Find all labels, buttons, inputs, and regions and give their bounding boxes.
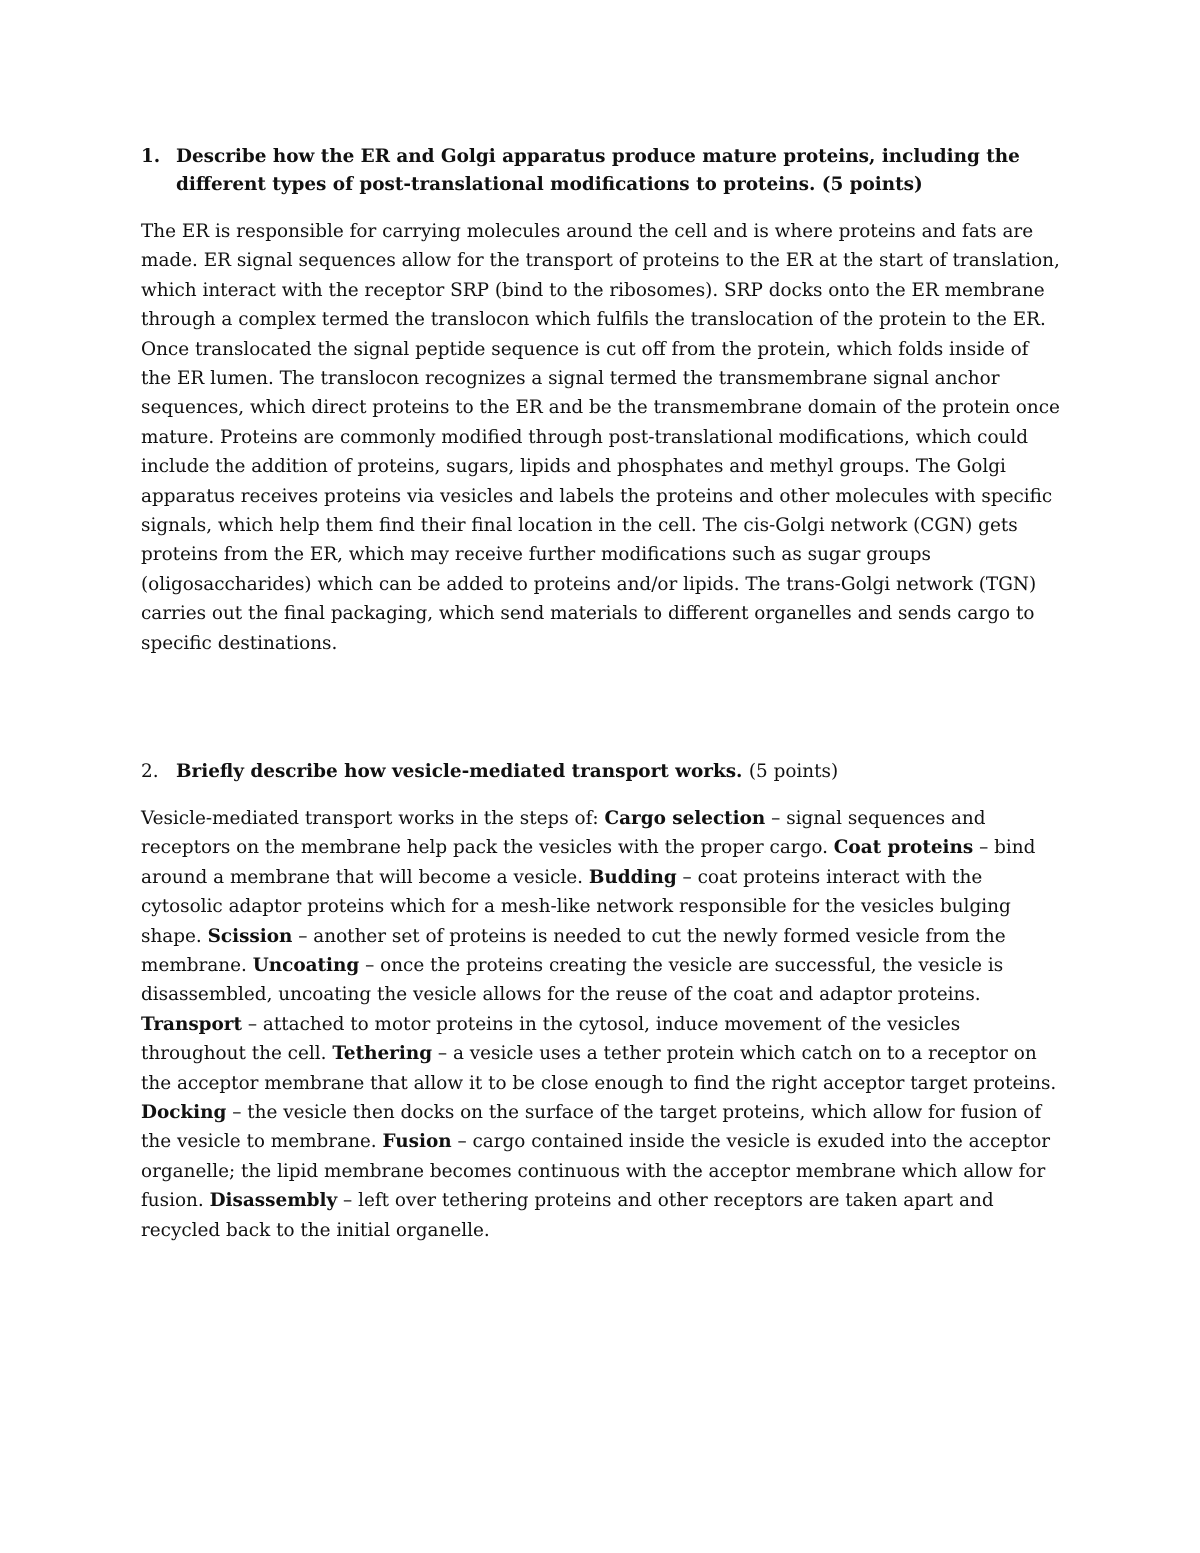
step-text: – bind around a membrane that will become a vesicle. bbox=[141, 837, 1036, 888]
step-term: Disassembly bbox=[209, 1190, 338, 1212]
question-1 bbox=[141, 143, 1061, 658]
question-1-prompt-wrap bbox=[176, 143, 1061, 199]
step-text: – cargo contained inside the vesicle is exuded into the acceptor organelle; the lipid membrane becomes continuous with the acceptor membrane which allow for fusion. bbox=[141, 1131, 1051, 1212]
step-text: – coat proteins interact with the cytosolic adaptor proteins which for a mesh-like network responsible for the vesicles bulging shape. bbox=[141, 866, 1011, 947]
step-term: Coat proteins bbox=[833, 837, 974, 859]
question-1-heading bbox=[141, 143, 1061, 199]
question-1-prompt: Describe how the ER and Golgi apparatus produce mature proteins, including the different types of post-translational modifications to proteins. bbox=[176, 146, 1020, 195]
step-term: Cargo selection bbox=[604, 808, 766, 829]
question-1-answer: The ER is responsible for carrying molecules around the cell and is where proteins and fats are made. ER signal sequences allow for the transport of proteins to the ER at the start of translation, which interact with the receptor SRP (bind to the ribosomes). SRP docks onto the ER membrane through a complex termed the translocon which fulfils the translocation of the protein to the ER. Once translocated the signal peptide sequence is cut off from the protein, which folds inside of the ER lumen. The translocon recognizes a signal termed the transmembrane signal anchor sequences, which direct proteins to the ER and be the transmembrane domain of the protein once mature. Proteins are commonly modified through post-translational modifications, which could include the addition of proteins, sugars, lipids and phosphates and methyl groups. The Golgi apparatus receives proteins via vesicles and labels the proteins and other molecules with specific signals, which help them find their final location in the cell. The cis-Golgi network (CGN) gets proteins from the ER, which may receive further modifications such as sugar groups (oligosaccharides) which can be added to proteins and/or lipids. The trans-Golgi network (TGN) carries out the final packaging, which send materials to different organelles and sends cargo to specific destinations. bbox=[141, 221, 1060, 654]
step-term: Transport bbox=[141, 1013, 242, 1035]
step-term: Docking bbox=[141, 1102, 227, 1124]
step-term: Fusion bbox=[382, 1131, 452, 1153]
step-text: – signal sequences and receptors on the membrane help pack the vesicles with the proper cargo. bbox=[141, 808, 986, 859]
question-2-prompt-wrap bbox=[176, 758, 1061, 786]
step-text: – another set of proteins is needed to cut the newly formed vesicle from the membrane. bbox=[141, 925, 1006, 977]
step-term: Uncoating bbox=[252, 955, 360, 977]
question-2-heading bbox=[141, 758, 1061, 786]
question-2-answer-intro: Vesicle-mediated transport works in the steps of: bbox=[141, 808, 605, 829]
question-2-points: (5 points) bbox=[748, 761, 839, 782]
step-text: – once the proteins creating the vesicle are successful, the vesicle is disassembled, uncoating the vesicle allows for the reuse of the coat and adaptor proteins. bbox=[141, 955, 1004, 1006]
step-text: – left over tethering proteins and other receptors are taken apart and recycled back to the initial organelle. bbox=[141, 1190, 994, 1241]
question-1-points: (5 points) bbox=[821, 174, 923, 195]
step-text: – attached to motor proteins in the cytosol, induce movement of the vesicles throughout the cell. bbox=[141, 1013, 961, 1065]
question-2-answer bbox=[141, 804, 1061, 1245]
step-term: Tethering bbox=[332, 1043, 433, 1065]
question-2-number: 2. bbox=[141, 761, 159, 782]
step-text: – the vesicle then docks on the surface of the target proteins, which allow for fusion of the vesicle to membrane. bbox=[141, 1102, 1042, 1153]
step-term: Budding bbox=[588, 866, 677, 888]
question-2-prompt: Briefly describe how vesicle-mediated transport works. bbox=[176, 761, 743, 782]
step-term: Scission bbox=[207, 925, 293, 947]
step-text: – a vesicle uses a tether protein which catch on to a receptor on the acceptor membrane that allow it to be close enough to find the right acceptor target proteins. bbox=[141, 1043, 1057, 1094]
question-1-number: 1. bbox=[141, 146, 161, 167]
question-2 bbox=[141, 758, 1061, 1245]
